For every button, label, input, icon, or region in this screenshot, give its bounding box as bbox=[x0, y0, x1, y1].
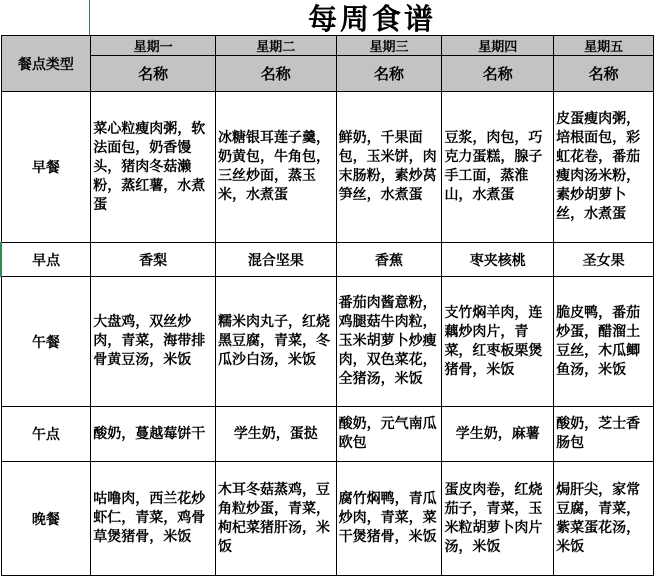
menu-cell: 支竹焖羊肉，连藕炒肉片，青菜，红枣板栗煲猪骨，米饭 bbox=[442, 277, 554, 407]
name-header: 名称 bbox=[554, 56, 654, 92]
menu-cell: 鲜奶，千果面包，玉米饼，肉末肠粉，素炒莴笋丝，水煮蛋 bbox=[336, 92, 442, 243]
name-header: 名称 bbox=[215, 56, 336, 92]
menu-cell: 酸奶，蔓越莓饼干 bbox=[91, 407, 216, 462]
day-header-monday: 星期一 bbox=[91, 36, 216, 56]
menu-cell: 学生奶，麻薯 bbox=[442, 407, 554, 462]
menu-cell: 菜心粒瘦肉粥，软法面包，奶香馒头，猪肉冬菇濑粉，蒸红薯，水煮蛋 bbox=[91, 92, 216, 243]
name-header: 名称 bbox=[442, 56, 554, 92]
menu-cell: 咕噜肉，西兰花炒虾仁，青菜，鸡骨草煲猪骨，米饭 bbox=[91, 462, 216, 576]
menu-cell: 豆浆，肉包，巧克力蛋糕，腺子手工面，蒸淮山，水煮蛋 bbox=[442, 92, 554, 243]
menu-cell: 酸奶，芝士香肠包 bbox=[554, 407, 654, 462]
day-header-friday: 星期五 bbox=[554, 36, 654, 56]
name-header: 名称 bbox=[91, 56, 216, 92]
menu-cell: 木耳冬菇蒸鸡，豆角粒炒蛋，青菜，枸杞菜猪肝汤，米饭 bbox=[215, 462, 336, 576]
meal-type-dinner: 晚餐 bbox=[1, 462, 91, 576]
menu-cell: 混合坚果 bbox=[215, 243, 336, 277]
day-header-wednesday: 星期三 bbox=[336, 36, 442, 56]
menu-cell: 糯米肉丸子，红烧黑豆腐，青菜，冬瓜沙白汤，米饭 bbox=[215, 277, 336, 407]
menu-cell: 蛋皮肉卷，红烧茄子，青菜，玉米粒胡萝卜肉片汤，米饭 bbox=[442, 462, 554, 576]
meal-type-breakfast: 早餐 bbox=[1, 92, 91, 243]
menu-cell: 学生奶，蛋挞 bbox=[215, 407, 336, 462]
menu-cell: 圣女果 bbox=[554, 243, 654, 277]
menu-cell: 酸奶，元气南瓜欧包 bbox=[336, 407, 442, 462]
meal-type-afternoon-snack: 午点 bbox=[1, 407, 91, 462]
menu-cell: 腐竹焖鸭，青瓜炒肉，青菜，菜干煲猪骨，米饭 bbox=[336, 462, 442, 576]
page-title: 每周食谱 bbox=[307, 2, 436, 36]
table-row-lunch bbox=[1, 277, 654, 407]
name-header: 名称 bbox=[336, 56, 442, 92]
menu-cell: 脆皮鸭，番茄炒蛋，醋溜土豆丝，木瓜鲫鱼汤，米饭 bbox=[554, 277, 654, 407]
day-header-thursday: 星期四 bbox=[442, 36, 554, 56]
menu-cell: 枣夹核桃 bbox=[442, 243, 554, 277]
table-row-morning-snack bbox=[1, 243, 654, 277]
meal-type-header: 餐点类型 bbox=[1, 36, 91, 92]
table-row-breakfast bbox=[1, 92, 654, 243]
menu-cell: 冰糖银耳莲子羹，奶黄包，牛角包，三丝炒面，蒸玉米，水煮蛋 bbox=[215, 92, 336, 243]
menu-cell: 焗肝尖，家常豆腐，青菜，紫菜蛋花汤，米饭 bbox=[554, 462, 654, 576]
meal-type-morning-snack: 早点 bbox=[1, 243, 91, 277]
menu-cell: 皮蛋瘦肉粥，培根面包，彩虹花卷，番茄瘦肉汤米粉，素炒胡萝卜丝，水煮蛋 bbox=[554, 92, 654, 243]
table-row-dinner bbox=[1, 462, 654, 576]
weekly-menu-table bbox=[0, 35, 654, 576]
menu-cell: 番茄肉酱意粉，鸡腿菇牛肉粒，玉米胡萝卜炒瘦肉，双色菜花，全猪汤，米饭 bbox=[336, 277, 442, 407]
meal-type-lunch: 午餐 bbox=[1, 277, 91, 407]
menu-cell: 大盘鸡，双丝炒肉，青菜，海带排骨黄豆汤，米饭 bbox=[91, 277, 216, 407]
menu-cell: 香梨 bbox=[91, 243, 216, 277]
table-row-afternoon-snack bbox=[1, 407, 654, 462]
day-header-tuesday: 星期二 bbox=[215, 36, 336, 56]
menu-cell: 香蕉 bbox=[336, 243, 442, 277]
